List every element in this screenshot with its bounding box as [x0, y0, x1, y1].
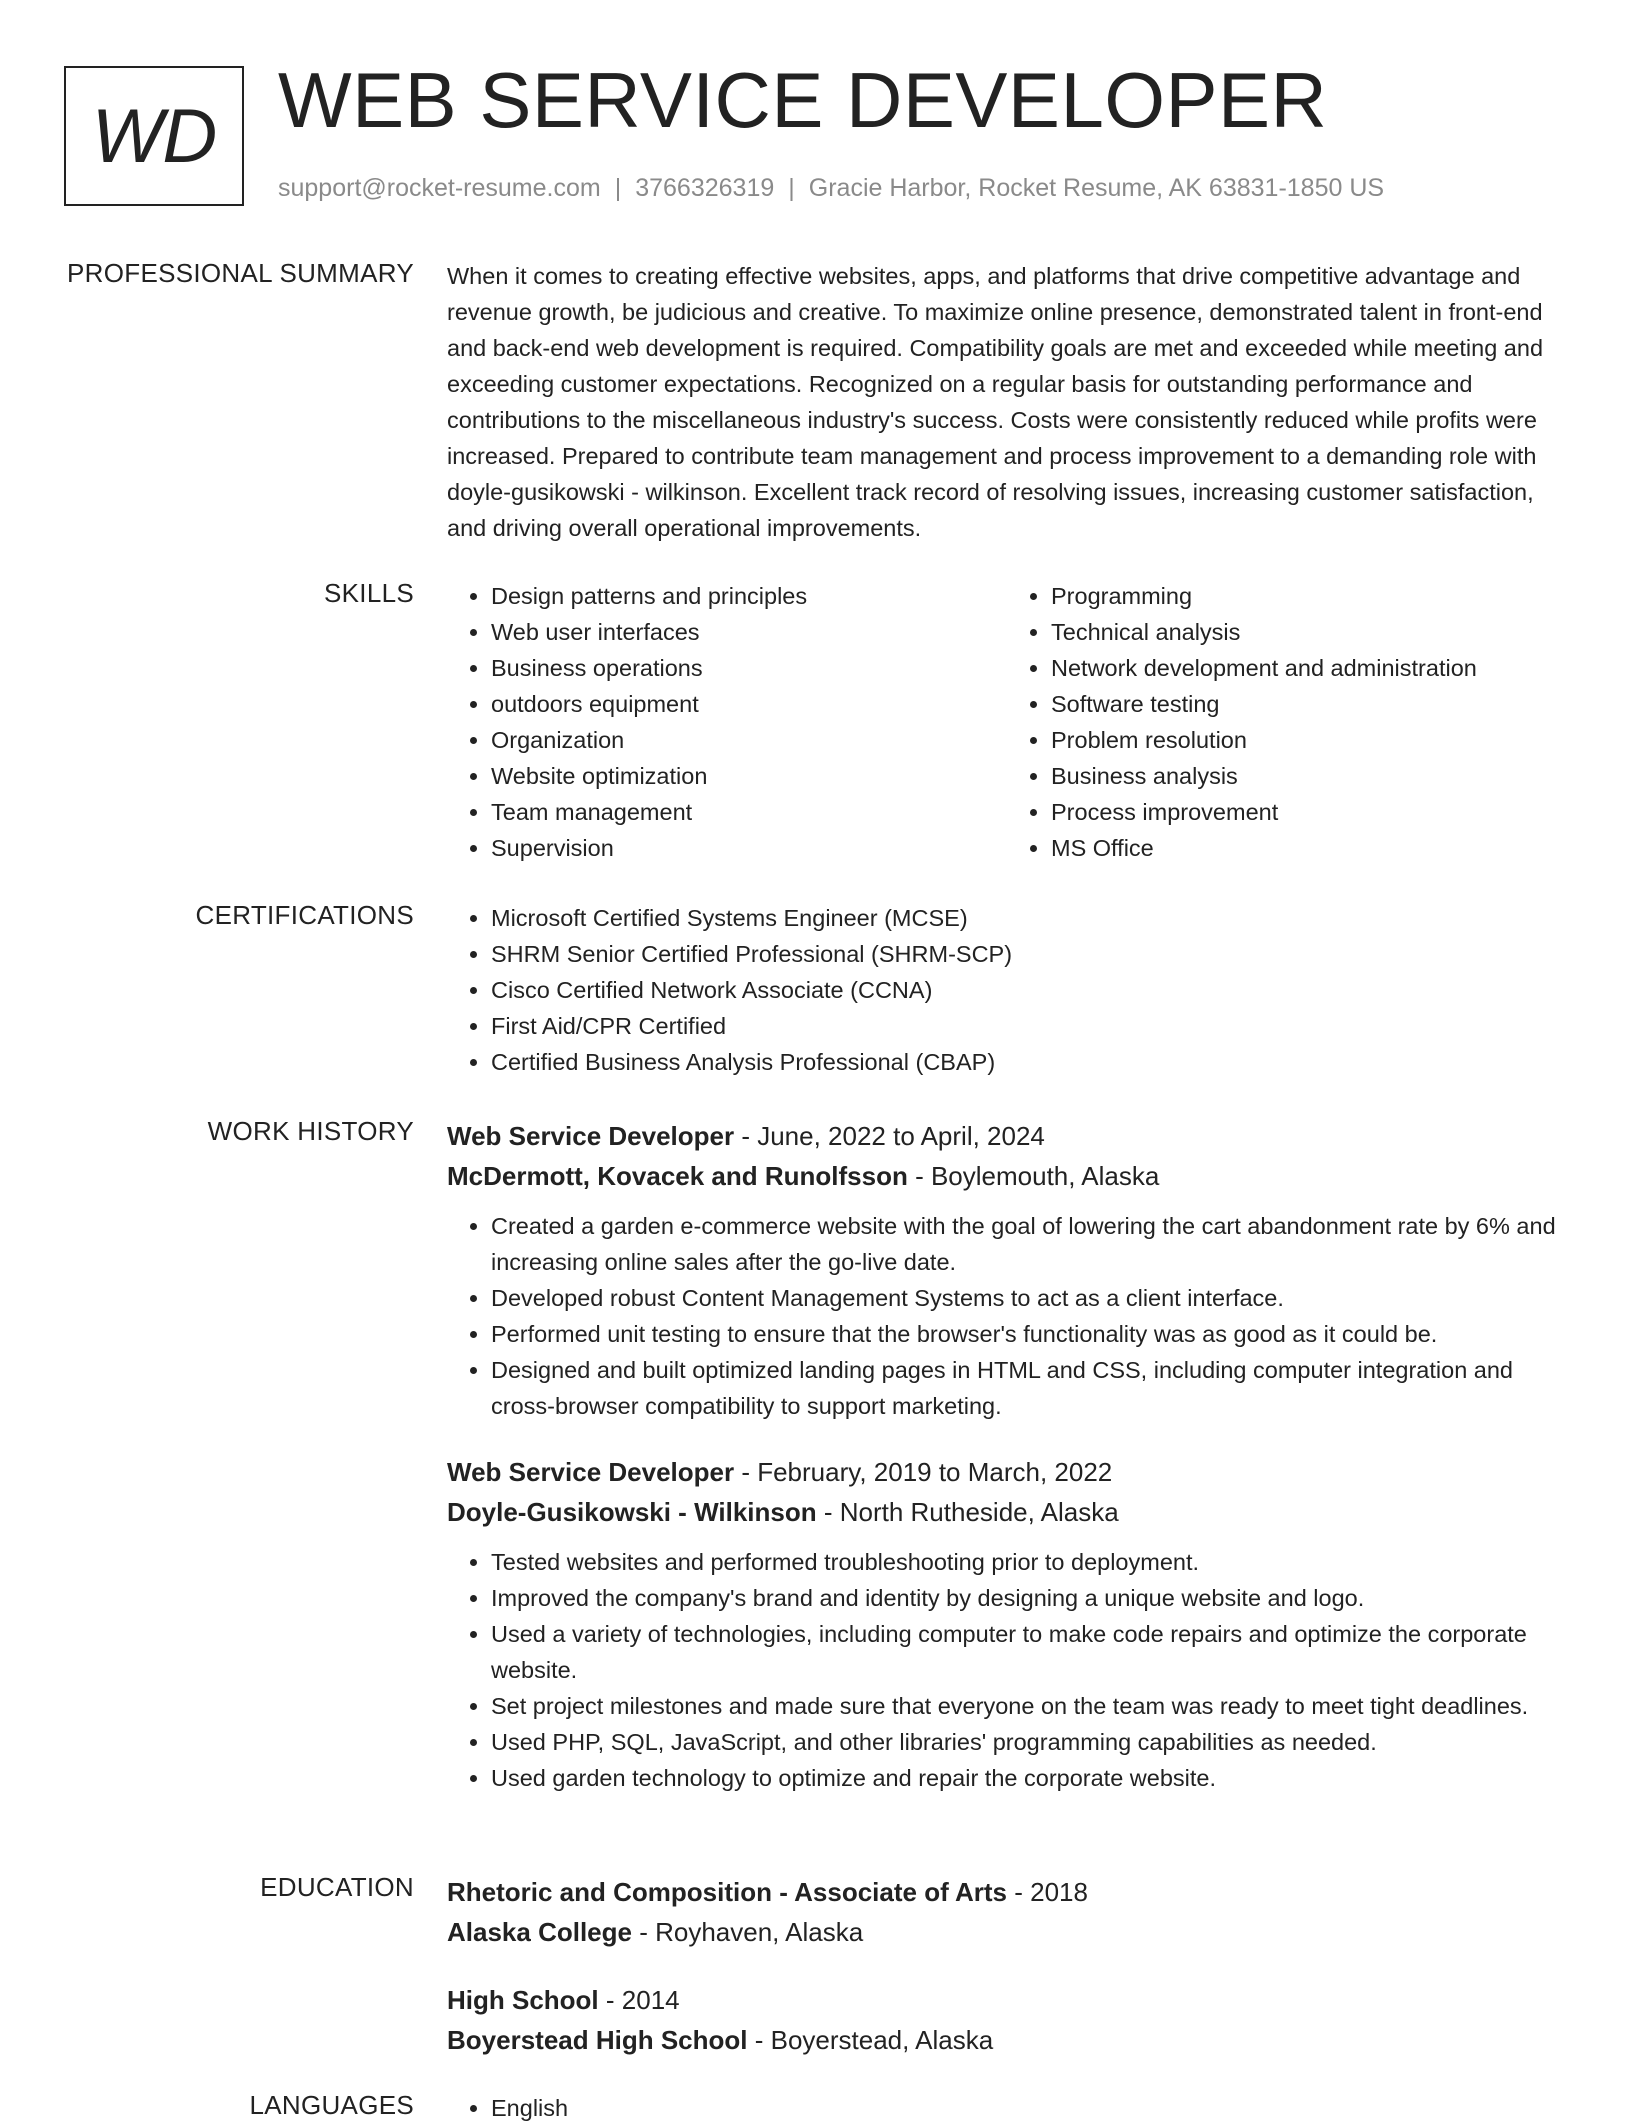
- list-item: • Improved the company's brand and identity by designing a unique website and logo.: [491, 1580, 1567, 1616]
- education-location: - Boyerstead, Alaska: [747, 2025, 994, 2055]
- list-item: • Business operations: [491, 650, 1007, 686]
- list-item: • Used garden technology to optimize and repair the corporate website.: [491, 1760, 1567, 1796]
- monogram-logo: WD: [64, 66, 244, 206]
- section-label-education: EDUCATION: [260, 1872, 414, 1902]
- skills-columns: [447, 578, 1567, 866]
- education-year: - 2018: [1007, 1877, 1088, 1907]
- list-item: • English: [491, 2090, 1567, 2126]
- list-item: • Network development and administration: [1051, 650, 1567, 686]
- education-location: - Royhaven, Alaska: [631, 1917, 864, 1947]
- list-item: • outdoors equipment: [491, 686, 1007, 722]
- job-title: Web Service Developer: [447, 1457, 735, 1487]
- list-item: • Business analysis: [1051, 758, 1567, 794]
- list-item: • Tested websites and performed troubleshooting prior to deployment.: [491, 1544, 1567, 1580]
- job-heading: [447, 1452, 1567, 1492]
- list-item: • First Aid/CPR Certified: [491, 1008, 1567, 1044]
- list-item: • Organization: [491, 722, 1007, 758]
- list-item: • Design patterns and principles: [491, 578, 1007, 614]
- job-company-line: [447, 1492, 1567, 1532]
- languages-body: [447, 2090, 1567, 2126]
- education-degree: Rhetoric and Composition - Associate of Arts: [447, 1877, 1008, 1907]
- list-item: • Designed and built optimized landing pages in HTML and CSS, including computer integration and cross-browser compatibility to support marketing.: [491, 1352, 1567, 1424]
- list-item: • Team management: [491, 794, 1007, 830]
- job-location: - North Rutheside, Alaska: [816, 1497, 1119, 1527]
- education-body: [447, 1872, 1567, 2060]
- work-history-body: [447, 1116, 1567, 1796]
- contact-address: Gracie Harbor, Rocket Resume, AK 63831-1850 US: [808, 174, 1385, 202]
- job-company: Doyle-Gusikowski - Wilkinson: [447, 1497, 817, 1527]
- list-item: • MS Office: [1051, 830, 1567, 866]
- list-item: • Certified Business Analysis Professional (CBAP): [491, 1044, 1567, 1080]
- list-item: • Website optimization: [491, 758, 1007, 794]
- list-item: • Used PHP, SQL, JavaScript, and other libraries' programming capabilities as needed.: [491, 1724, 1567, 1760]
- skills-list-right: [1007, 578, 1567, 866]
- contact-email[interactable]: support@rocket-resume.com: [278, 174, 601, 202]
- section-label-work: WORK HISTORY: [207, 1116, 414, 1146]
- contact-separator: |: [788, 174, 795, 202]
- section-label-certifications: CERTIFICATIONS: [195, 900, 414, 930]
- contact-separator: |: [614, 174, 622, 202]
- certifications-body: [447, 900, 1567, 1080]
- education-school: Boyerstead High School: [447, 2025, 748, 2055]
- list-item: • Developed robust Content Management Systems to act as a client interface.: [491, 1280, 1567, 1316]
- list-item: • Supervision: [491, 830, 1007, 866]
- list-item: • Set project milestones and made sure that everyone on the team was ready to meet tight deadlines.: [491, 1688, 1567, 1724]
- list-item: • Microsoft Certified Systems Engineer (MCSE): [491, 900, 1567, 936]
- list-item: • Process improvement: [1051, 794, 1567, 830]
- education-school-line: [447, 1912, 1567, 1952]
- contact-phone[interactable]: 3766326319: [635, 174, 775, 202]
- job-company-line: [447, 1156, 1567, 1196]
- job-company: McDermott, Kovacek and Runolfsson: [447, 1161, 908, 1191]
- education-school-line: [447, 2020, 1567, 2060]
- job-title: Web Service Developer: [447, 1121, 735, 1151]
- education-degree-line: [447, 1980, 1567, 2020]
- page-title: WEB SERVICE DEVELOPER: [278, 56, 1328, 144]
- languages-list: [447, 2090, 1567, 2126]
- summary-text: When it comes to creating effective websites, apps, and platforms that drive competitive advantage and revenue growth, be judicious and creative. To maximize online presence, demonstrated talent in front-end and back-end web development is required. Compatibility goals are met and exceeded while meeting and exceeding customer expectations. Recognized on a regular basis for outstanding performance and contributions to the miscellaneous industry's success. Costs were consistently reduced while profits were increased. Prepared to contribute team management and process improvement to a demanding role with doyle-gusikowski - wilkinson. Excellent track record of resolving issues, increasing customer satisfaction, and driving overall operational improvements.: [447, 263, 1544, 541]
- list-item: • Used a variety of technologies, including computer to make code repairs and optimize the corporate website.: [491, 1616, 1567, 1688]
- education-degree: High School: [447, 1985, 599, 2015]
- list-item: • Web user interfaces: [491, 614, 1007, 650]
- job-location: - Boylemouth, Alaska: [907, 1161, 1160, 1191]
- skills-list-left: [447, 578, 1007, 866]
- certifications-list: [447, 900, 1567, 1080]
- list-item: • Technical analysis: [1051, 614, 1567, 650]
- job-dates: - June, 2022 to April, 2024: [734, 1121, 1045, 1151]
- job-bullets: [447, 1544, 1567, 1796]
- section-label-summary: PROFESSIONAL SUMMARY: [67, 258, 414, 288]
- education-degree-line: [447, 1872, 1567, 1912]
- list-item: • Cisco Certified Network Associate (CCNA): [491, 972, 1567, 1008]
- section-label-languages: LANGUAGES: [249, 2090, 414, 2120]
- job-dates: - February, 2019 to March, 2022: [734, 1457, 1113, 1487]
- list-item: • SHRM Senior Certified Professional (SHRM-SCP): [491, 936, 1567, 972]
- section-label-skills: SKILLS: [324, 578, 414, 608]
- list-item: • Performed unit testing to ensure that the browser's functionality was as good as it could be.: [491, 1316, 1567, 1352]
- list-item: • Software testing: [1051, 686, 1567, 722]
- education-school: Alaska College: [447, 1917, 632, 1947]
- list-item: • Problem resolution: [1051, 722, 1567, 758]
- list-item: • Created a garden e-commerce website with the goal of lowering the cart abandonment rate by 6% and increasing online sales after the go-live date.: [491, 1208, 1567, 1280]
- job-bullets: [447, 1208, 1567, 1424]
- contact-line: [278, 174, 1384, 203]
- education-year: - 2014: [598, 1985, 680, 2015]
- job-heading: [447, 1116, 1567, 1156]
- list-item: • Programming: [1051, 578, 1567, 614]
